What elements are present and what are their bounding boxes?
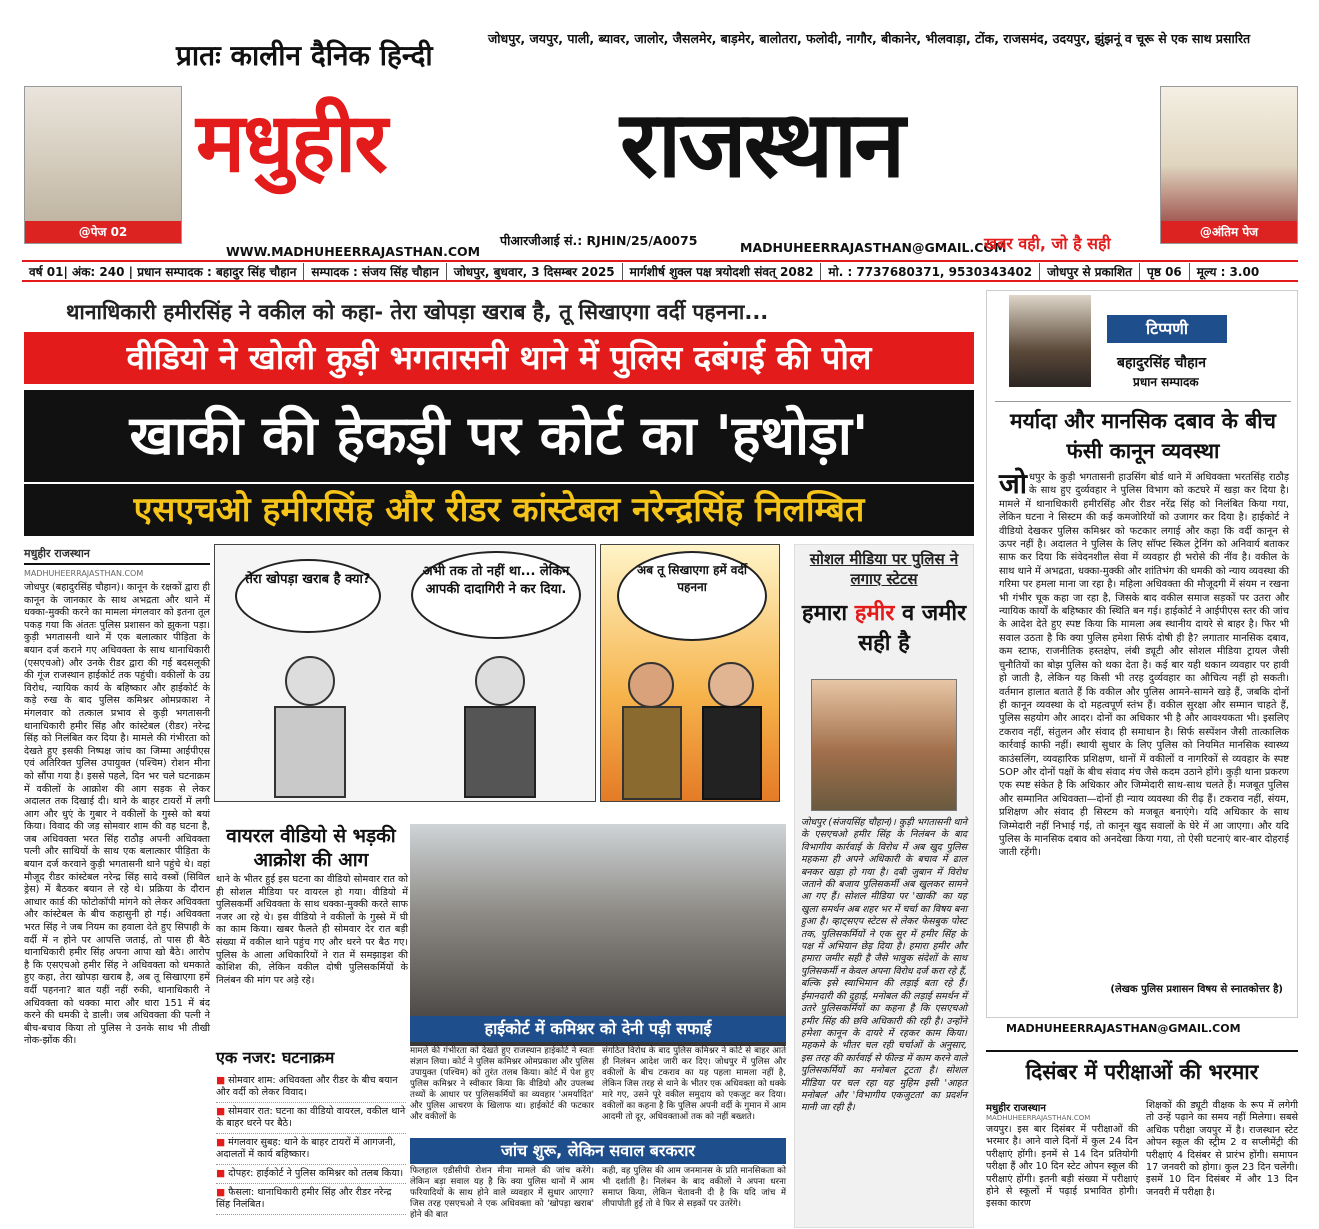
phone-info: मो. : 7737680371, 9530343402 (821, 263, 1040, 280)
social-quote (795, 599, 973, 659)
edition-cities: जोधपुर, जयपुर, पाली, ब्यावर, जालोर, जैसलमेर, बाड़मेर, बालोतरा, फलोदी, नागौर, बीकानेर, भीलवाड़ा, टोंक, राजसमंद, उदयपुर, झुंझनूं व चूरू से एक साथ प्रसारित (488, 31, 1251, 46)
protest-photo (410, 824, 786, 1046)
lead-kicker: थानाधिकारी हमीरसिंह ने वकील को कहा- तेरा खोपड़ा खराब है, तू सिखाएगा वर्दी पहनना... (66, 300, 769, 324)
timeline-item (216, 1184, 406, 1215)
exam-head[interactable]: दिसंबर में परीक्षाओं की भरमार (986, 1050, 1298, 1086)
cartoon-bubble-2: अभी तक तो नहीं था... लेकिन आपकी दादागिरी ने कर दिया. (411, 551, 581, 639)
published-info: जोधपुर से प्रकाशित (1040, 263, 1140, 280)
opinion-column (986, 290, 1298, 1018)
viral-body: थाने के भीतर हुई इस घटना का वीडियो सोमवार रात को ही सोशल मीडिया पर वायरल हो गया। वीडियो में पुलिसकर्मी अधिवक्ता के साथ धक्का-मुक्की करते साफ नजर आ रहे थे। इस वीडियो ने वकीलों के गुस्से में घी का काम किया। खबर फैलते ही सोमवार देर रात बड़ी संख्या में वकील थाने पहुंच गए और धरने पर बैठ गए। पुलिस के आला अधिकारियों ने रात में समझाइश की कोशिश की, लेकिन वकील दोषी पुलिसकर्मियों के निलंबन की मांग पर अड़े रहे। (216, 874, 408, 986)
officer-photo (811, 679, 957, 811)
opinion-body (999, 467, 1289, 860)
cartoon-bubble-3: अब तू सिखाएगा हमें वर्दी पहनना (617, 551, 767, 641)
cartoon-lawyer-police (214, 544, 596, 802)
masthead-title-part2: राजस्थान (620, 90, 903, 198)
lead-site: MADHUHEERRAJASTHAN.COM (24, 569, 144, 578)
slogan: खबर वही, जो है सही (984, 234, 1111, 253)
opinion-email[interactable]: MADHUHEERRAJASTHAN@GMAIL.COM (1006, 1022, 1241, 1035)
right-teaser-photo[interactable] (1160, 86, 1298, 244)
lead-body: जोधपुर (बहादुरसिंह चौहान)। कानून के रक्षकों द्वारा ही कानून के जानकार के साथ अभद्रता और थाने में धक्का-मुक्की करने का मामला मंगलवार को इतना तूल पकड़ गया कि अंततः पुलिस प्रशासन को झुकना पड़ा। कुड़ी भगतासनी थाने में एक बलात्कार पीड़िता के बयान दर्ज कराने गए अधिवक्ता के साथ थानाधिकारी (एसएचओ) और उनके रीडर द्वारा की गई बदसलूकी की गूंज राजस्थान हाईकोर्ट तक पहुंची। वकीलों के उग्र विरोध, न्यायिक कार्य के बहिष्कार और हाईकोर्ट के कड़े रुख के बाद पुलिस कमिश्नर ओमप्रकाश ने मंगलवार को तत्काल प्रभाव से कुड़ी भगतासनी थानाधिकारी हमीर सिंह और कांस्टेबल (रीडर) नरेन्द्र सिंह को निलंबित कर दिया है। मामले की गंभीरता को देखते हुए इसकी निष्पक्ष जांच का जिम्मा आईपीएस एवं अतिरिक्त पुलिस उपायुक्त (पश्चिम) रोशन मीना को सौंपा गया है। इससे पहले, दिन भर चले घटनाक्रम में वकीलों के आक्रोश की आग सड़क से लेकर अदालत तक दिखाई दी। थाने के बाहर टायरों में लगी आग और धुएं के गुबार ने वकीलों के गुस्से को बयां किया। विवाद की जड़ सोमवार शाम की वह घटना है, जब अधिवक्ता भरत सिंह राठौड़ अपनी अधिवक्ता पत्नी और साथियों के साथ एक बलात्कार पीड़िता के बयान दर्ज करवाने कुड़ी भगतासनी थाने पहुंचे थे। वहां मौजूद रीडर कांस्टेबल नरेन्द्र सिंह सादे वस्त्रों (सिविल ड्रेस) में बैठकर बयान ले रहे थे। प्रक्रिया के दौरान आधार कार्ड की फोटोकॉपी मांगने को लेकर अधिवक्ता और कांस्टेबल के बीच कहासुनी हो गई। अधिवक्ता भरत सिंह ने जब नियम का हवाला देते हुए सिपाही के वर्दी में न होने पर आपत्ति जताई, तो पास ही बैठे थानाधिकारी हमीर सिंह अपना आपा खो बैठे। आरोप है कि एसएचओ हमीर सिंह ने अधिवक्ता को धमकाते हुए कहा, तेरा खोपड़ा खराब है, अब तू सिखाएगा हमें वर्दी पहनना? बात यहीं नहीं रुकी, थानाधिकारी ने अधिवक्ता को धक्का मारा और धारा 151 में बंद करने की धमकी दे डाली। जब अधिवक्ता की पत्नी ने बीच-बचाव किया तो पुलिस ने उनके साथ भी तीखी नोक-झोंक की। (24, 582, 210, 1047)
editor-info: सम्पादक : संजय सिंह चौहान (304, 263, 446, 280)
date-info: जोधपुर, बुधवार, 3 दिसम्बर 2025 (447, 263, 623, 280)
timeline-item-text: सोमवार शाम: अधिवक्ता और रीडर के बीच बयान और वर्दी को लेकर विवाद। (216, 1075, 398, 1098)
probe-text (410, 1166, 786, 1221)
editor-photo (1009, 295, 1091, 387)
opinion-role: प्रधान सम्पादक (1133, 375, 1199, 389)
timeline-item-text: मंगलवार सुबह: थाने के बाहर टायरों में आगजनी, अदालतों में कार्य बहिष्कार। (216, 1137, 396, 1160)
bullet-icon: ■ (216, 1137, 229, 1148)
lead-red-headline[interactable]: वीडियो ने खोली कुड़ी भगतासनी थाने में पुलिस दबंगई की पोल (24, 332, 974, 384)
exam-site: MADHUHEERRAJASTHAN.COM (986, 1114, 1091, 1122)
timeline-head: एक नजर: घटनाक्रम (216, 1048, 335, 1067)
cartoon-figures-2 (601, 645, 779, 801)
samvat-info: मार्गशीर्ष शुक्ल पक्ष त्रयोदशी संवत् 2082 (623, 263, 822, 280)
opinion-body-wrap (999, 467, 1289, 860)
probe-left: फिलहाल एडीसीपी रोशन मीना मामले की जांच करेंगे। लेकिन बड़ा सवाल यह है कि क्या पुलिस थानों में आम फरियादियों के साथ होने वाले व्यवहार में सुधार आएगा? जिस तरह एसएचओ ने एक अधिवक्ता को 'खोपड़ा खराब' होने की बात (410, 1166, 594, 1220)
issue-info: वर्ष 01| अंक: 240 | प्रधान सम्पादक : बहादुर सिंह चौहान (22, 263, 304, 280)
timeline-item-text: दोपहर: हाईकोर्ट ने पुलिस कमिश्नर को तलब किया। (228, 1168, 404, 1179)
left-teaser-photo[interactable] (24, 86, 182, 244)
timeline-item (216, 1072, 406, 1103)
highcourt-right: संगठित विरोध के बाद पुलिस कमिश्नर ने कोर्ट से बाहर आते ही निलंबन आदेश जारी कर दिए। जोधपुर में पुलिस और वकीलों के बीच टकराव का यह पहला मामला नहीं है, लेकिन जिस तरह से थाने के भीतर एक अधिवक्ता को धक्के मारे गए, उसने पूरे वकील समुदाय को एकजुट कर दिया। वकीलों का कहना है कि पुलिस अपनी वर्दी के गुमान में आम आदमी तो दूर, अधिवक्ताओं तक को नहीं बख्शते। (602, 1046, 786, 1122)
social-media-story (794, 544, 974, 1228)
opinion-dropcap: जो (999, 467, 1028, 500)
bullet-icon: ■ (216, 1187, 229, 1198)
lead-main-headline[interactable]: खाकी की हेकड़ी पर कोर्ट का 'हथोड़ा' (24, 390, 974, 482)
timeline-item-text: सोमवार रात: घटना का वीडियो वायरल, वकील थाने के बाहर धरने पर बैठे। (216, 1106, 406, 1129)
lead-story (24, 546, 210, 1048)
highcourt-left: मामले की गंभीरता को देखते हुए राजस्थान हाईकोर्ट ने स्वतः संज्ञान लिया। कोर्ट ने पुलिस कमिश्नर ओमप्रकाश और पुलिस उपायुक्त (पश्चिम) को तुरंत तलब किया। कोर्ट में पेश हुए पुलिस कमिश्नर ने स्वीकार किया कि वीडियो और उपलब्ध तथ्यों के आधार पर पुलिसकर्मियों का व्यवहार 'अमर्यादित' और पुलिस आचरण के खिलाफ था। हाईकोर्ट की फटकार और वकीलों के (410, 1046, 594, 1122)
lead-byline: मधुहीर राजस्थान (24, 546, 210, 565)
opinion-tag: टिप्पणी (1107, 315, 1227, 343)
opinion-author: बहादुरसिंह चौहान (1117, 355, 1206, 371)
price-info: मूल्य : 3.00 (1196, 264, 1260, 279)
bullet-icon: ■ (216, 1168, 229, 1179)
exam-left-col (986, 1100, 1138, 1211)
social-quote-1: हमारा (801, 601, 848, 626)
timeline-box (216, 1046, 406, 1215)
left-page-ref[interactable]: @पेज 02 (25, 221, 181, 243)
exam-byline: मधुहीर राजस्थान (986, 1103, 1046, 1114)
website-link[interactable]: WWW.MADHUHEERRAJASTHAN.COM (226, 244, 481, 259)
bullet-icon: ■ (216, 1106, 229, 1117)
cartoon-bubble-1: तेरा खोपड़ा खराब है क्या? (235, 559, 381, 633)
probe-right: कही, वह पुलिस की आम जनमानस के प्रति मानसिकता को भी दर्शाती है। निलंबन के बाद वकीलों ने अपना धरना समाप्त किया, लेकिन चेतावनी दी है कि यदि जांच में लीपापोती हुई तो वे फिर से सड़कों पर उतरेंगे। (602, 1166, 786, 1209)
exam-right: शिक्षकों की ड्यूटी वीक्षक के रूप में लगेगी तो उन्हें पढ़ाने का समय नहीं मिलेगा। सबसे अधिक परीक्षा जयपुर में है। राजस्थान स्टेट ओपन स्कूल की स्ट्रीम 2 व सप्लीमेंट्री की परीक्षाएं 4 दिसंबर से प्रारंभ होंगी। समापन 17 जनवरी को होगा। कुल 23 दिन चलेंगी। इसमें 10 दिन दिसंबर में और 13 दिन जनवरी में परीक्षा है। (1146, 1100, 1298, 1198)
exam-story (986, 1100, 1298, 1211)
pages-info: पृष्ठ 06 (1140, 263, 1190, 280)
social-body: जोधपुर (संजयसिंह चौहान)। कुड़ी भगतासनी थाने के एसएचओ हमीर सिंह के निलंबन के बाद विभागीय कार्रवाई के विरोध में अब खुद पुलिस महकमा ही अपने अधिकारी के बचाव में ढाल बनकर खड़ा हो गया है। दबी जुबान में विरोध जताने की बजाय पुलिसकर्मी अब खुलकर सामने आ गए हैं। सोशल मीडिया पर 'खाकी' का यह खुला समर्थन अब शहर भर में चर्चा का विषय बना हुआ है। व्हाट्सएप स्टेटस से लेकर फेसबुक पोस्ट तक, पुलिसकर्मियों ने एक सुर में हमीर सिंह के पक्ष में अभियान छेड़ दिया है। हमारा हमीर और हमारा जमीर सही है जैसे भावुक संदेशों के साथ पुलिसकर्मी न केवल अपना विरोध दर्ज करा रहे हैं, बल्कि इसे स्वाभिमान की लड़ाई बता रहे हैं। ईमानदारी की दुहाई, मनोबल की लड़ाई समर्थन में उतरे पुलिसकर्मियों का कहना है कि एसएचओ हमीर सिंह की छवि अधिकारी की रही है। उन्होंने हमेशा कानून के दायरे में रहकर काम किया। महकमे के भीतर चल रही चर्चाओं के अनुसार, इस तरह की कार्रवाई से फील्ड में काम करने वाले पुलिसकर्मियों का मनोबल टूटता है। सोशल मीडिया पर चल रहा यह मुहिम इसी 'आहत मनोबल' और 'विभागीय एकजुटता' का प्रदर्शन मानी जा रही है। (801, 817, 967, 1114)
opinion-text: धपुर के कुड़ी भगतासनी हाउसिंग बोर्ड थाने में अधिवक्ता भरतसिंह राठौड़ के साथ हुए दुर्व्यवहार ने पुलिस विभाग को कटघरे में खड़ा कर दिया है। मामले में थानाधिकारी हमीरसिंह और रीडर नरेंद्र सिंह को निलंबित किया गया, लेकिन घटना ने सिस्टम की कई कमजोरियों को उजागर कर दिया है। हाईकोर्ट ने वीडियो देखकर पुलिस कमिश्नर को फटकार लगाई और कहा कि वर्दी कानून से ऊपर नहीं है। अदालत ने पुलिस के लिए सॉफ्ट स्किल ट्रेनिंग को अनिवार्य बताकर साफ कर दिया कि संवेदनशील सेवा में व्यवहार ही भरोसे की नींव है। वकील के साथ थाने में अभद्रता, धक्का-मुक्की और शांतिभंग की धमकी को न्याय व्यवस्था की गरिमा पर हमला माना जा रहा है। महिला अधिवक्ता की मौजूदगी में संयम न रखना भी गंभीर चूक कहा जा रहा है, जिसके बाद वकील समाज सड़कों पर उतरा और न्यायिक कार्यों के बहिष्कार की स्थिति बन गई। हाईकोर्ट ने आईपीएस स्तर की जांच के आदेश देते हुए स्पष्ट किया कि मामला अब स्थानीय दायरे से बाहर है। फिर भी सवाल उठता है कि क्या पुलिस हमेशा सिर्फ दोषी ही है? लगातार मानसिक दबाव, कम स्टाफ, राजनीतिक हस्तक्षेप, लंबी ड्यूटी और सोशल मीडिया ट्रायल जैसी चुनौतियों का बोझ पुलिस को थका देता है। कई बार यही थकान व्यवहार पर हावी हो जाती है, लेकिन यह किसी भी तरह दुर्व्यवहार का औचित्य नहीं हो सकती। वर्तमान हालात बताते हैं कि वकील और पुलिस आमने-सामने खड़े हैं, जबकि दोनों ही कानून व्यवस्था के दो महत्वपूर्ण स्तंभ हैं। वकील सुरक्षा और सम्मान चाहते हैं, पुलिस सहयोग और आदर। दोनों का अधिकार भी है और आवश्यकता भी। इसलिए टकराव नहीं, संतुलन और संवाद ही समाधान है। सिर्फ सस्पेंशन जैसी तात्कालिक कार्रवाई काफी नहीं। स्थायी सुधार के लिए पुलिस को नियमित मानसिक स्वास्थ्य काउंसलिंग, व्यवहारिक प्रशिक्षण, थानों में वकीलों व नागरिकों से व्यवहार के स्पष्ट SOP और दोनों पक्षों के बीच संवाद मंच जैसे कदम उठाने होंगे। कुड़ी थाना प्रकरण एक स्पष्ट संकेत है कि अधिकार और जिम्मेदारी साथ-साथ चलते हैं। मजबूत पुलिस और सम्मानित अधिवक्ता—दोनों ही न्याय व्यवस्था की रीढ़ हैं। टकराव नहीं, संयम, प्रशिक्षण और संवाद ही सिस्टम को मजबूत बनाएंगे। यदि अधिकार के साथ जिम्मेदारी नहीं निभाई गई, तो कानून खुद सवालों के घेरे में आ जाएगा। और यदि पुलिस के मानसिक दबाव को अनदेखा किया गया, तो ऐसी घटनाएं बार-बार दोहराई जाती रहेंगी। (999, 472, 1289, 859)
viral-head[interactable]: वायरल वीडियो से भड़की आक्रोश की आग (226, 825, 396, 871)
timeline-item-text: फैसला: थानाधिकारी हमीर सिंह और रीडर नरेन्द्र सिंह निलंबित। (216, 1187, 392, 1210)
info-bar (22, 260, 1298, 282)
lead-sub-headline[interactable]: एसएचओ हमीरसिंह और रीडर कांस्टेबल नरेन्द्रसिंह निलम्बित (24, 484, 974, 536)
highcourt-head[interactable]: हाईकोर्ट में कमिश्नर को देनी पड़ी सफाई (410, 1016, 786, 1042)
social-quote-2: व जमीर सही है (858, 601, 967, 656)
opinion-note: (लेखक पुलिस प्रशासन विषय से स्नातकोत्तर है) (1110, 984, 1283, 995)
cartoon-sho-argument (600, 544, 780, 802)
timeline-item (216, 1165, 406, 1184)
opinion-title[interactable]: मर्यादा और मानसिक दबाव के बीच फंसी कानून व्यवस्था (995, 401, 1291, 466)
bullet-icon: ■ (216, 1075, 229, 1086)
masthead-title-part1: मधुहीर (196, 95, 386, 191)
timeline-item (216, 1134, 406, 1165)
highcourt-text (410, 1046, 786, 1123)
cartoon-figures (215, 641, 595, 801)
probe-head[interactable]: जांच शुरू, लेकिन सवाल बरकरार (410, 1138, 786, 1164)
exam-left: जयपुर। इस बार दिसंबर में परीक्षाओं की भरमार है। आने वाले दिनों में कुल 24 दिन परीक्षाएं होंगी। इनमें से 14 दिन प्रतियोगी परीक्षा हैं और 10 दिन स्टेट ओपन स्कूल की परीक्षाएं होंगी। इतनी बड़ी संख्या में परीक्षाएं होने से स्कूलों में पढ़ाई प्रभावित होगी। इसका कारण (986, 1124, 1138, 1210)
social-head: सोशल मीडिया पर पुलिस ने लगाए स्टेटस (809, 550, 959, 588)
masthead-tagline: प्रातः कालीन दैनिक हिन्दी (176, 39, 433, 72)
social-quote-hl: हमीर (854, 601, 895, 626)
timeline-item (216, 1103, 406, 1134)
right-page-ref[interactable]: @अंतिम पेज (1161, 221, 1297, 243)
registration-number: पीआरजीआई सं.: RJHIN/25/A0075 (500, 233, 698, 248)
email-link[interactable]: MADHUHEERRAJASTHAN@GMAIL.COM (740, 240, 1007, 255)
